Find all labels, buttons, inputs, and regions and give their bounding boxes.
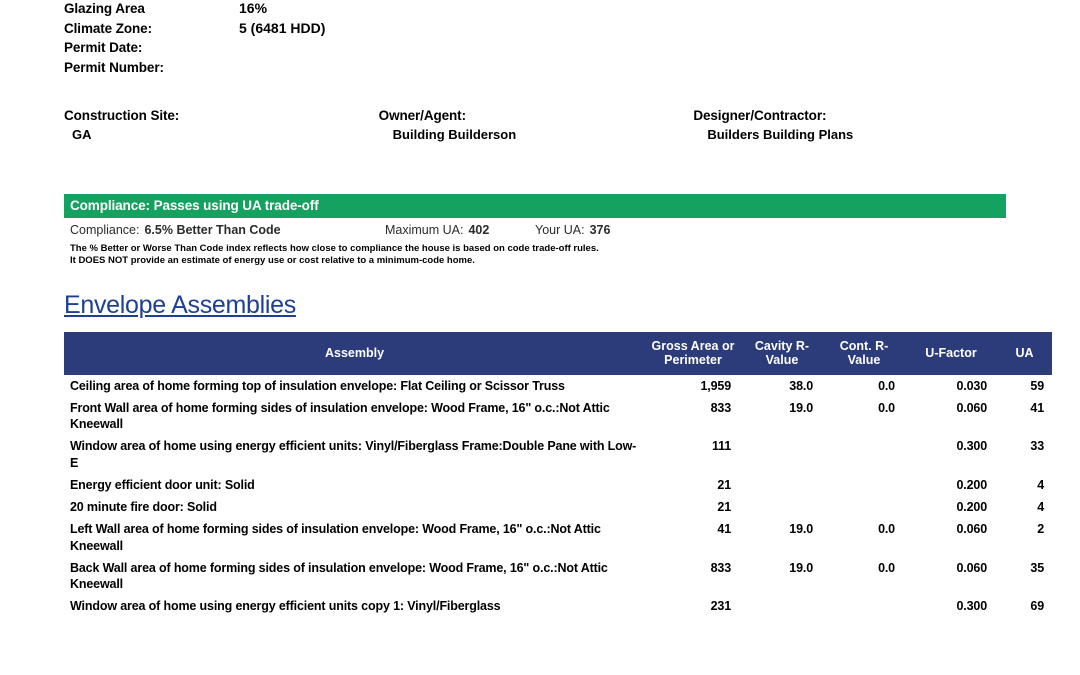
cell-ua: 35 <box>1030 560 1044 575</box>
cell-assembly: Left Wall area of home forming sides of insulation envelope: Wood Frame, 16" o.c.:Not Attic Kneewall <box>70 522 601 553</box>
party-construction-site <box>64 108 379 142</box>
compliance-note-line-2: It DOES NOT provide an estimate of energy use or cost relative to a minimum-code home. <box>70 254 475 266</box>
cell-ua: 59 <box>1030 378 1044 393</box>
compliance-result <box>70 223 385 237</box>
maximum-ua-label: Maximum UA: <box>385 223 464 237</box>
cell-assembly: Front Wall area of home forming sides of insulation envelope: Wood Frame, 16" o.c.:Not Attic Kneewall <box>70 400 610 431</box>
cell-cavity-rvalue: 19.0 <box>789 560 813 575</box>
party-designer-contractor <box>693 108 1008 142</box>
table-row <box>64 496 1052 518</box>
cell-ufactor: 0.300 <box>956 439 987 454</box>
cell-ua: 69 <box>1030 599 1044 614</box>
cell-cont-rvalue <box>823 435 905 474</box>
cell-ufactor: 0.300 <box>956 599 987 614</box>
cell-assembly: Window area of home using energy efficient units: Vinyl/Fiberglass Frame:Double Pane with Low-E <box>70 439 637 470</box>
your-ua-value: 376 <box>589 223 611 237</box>
party-value: Builders Building Plans <box>707 127 854 142</box>
party-value: GA <box>72 127 92 142</box>
cell-ua: 41 <box>1030 400 1044 415</box>
summary-label: Glazing Area <box>64 1 145 16</box>
party-title: Construction Site: <box>64 108 180 123</box>
cell-cavity-rvalue: 19.0 <box>789 522 813 537</box>
summary-value: 16% <box>239 0 268 16</box>
cell-gross-area: 21 <box>717 500 731 514</box>
table-row <box>64 375 1052 397</box>
column-header-assembly: Assembly <box>64 332 645 375</box>
cell-gross-area: 833 <box>710 560 731 575</box>
cell-ua: 4 <box>1037 500 1044 514</box>
cell-assembly: Energy efficient door unit: Solid <box>70 477 255 492</box>
cell-cavity-rvalue <box>741 595 823 617</box>
cell-ufactor: 0.030 <box>956 378 987 393</box>
table-row <box>64 595 1052 617</box>
cell-gross-area: 1,959 <box>700 378 731 393</box>
party-owner-agent <box>379 108 694 142</box>
table-row <box>64 518 1052 557</box>
summary-row <box>64 60 1008 80</box>
cell-cavity-rvalue: 38.0 <box>789 378 813 393</box>
cell-gross-area: 231 <box>710 599 731 614</box>
compliance-banner: Compliance: Passes using UA trade-off <box>64 194 1006 218</box>
cell-cavity-rvalue <box>741 496 823 518</box>
cell-ufactor: 0.060 <box>956 400 987 415</box>
cell-cont-rvalue <box>823 496 905 518</box>
cell-ua: 33 <box>1030 439 1044 454</box>
compliance-note-line-1: The % Better or Worse Than Code index reflects how close to compliance the house is based on code trade-off rules. <box>70 243 599 254</box>
envelope-assemblies-table <box>64 332 1052 618</box>
project-summary <box>64 0 1008 80</box>
maximum-ua <box>385 223 535 237</box>
cell-cont-rvalue: 0.0 <box>878 378 895 393</box>
cell-ua: 4 <box>1037 477 1044 492</box>
cell-gross-area: 833 <box>710 400 731 415</box>
cell-cont-rvalue: 0.0 <box>878 522 895 537</box>
your-ua-label: Your UA: <box>535 223 585 237</box>
compliance-result-value: 6.5% Better Than Code <box>144 223 281 237</box>
party-title: Designer/Contractor: <box>693 108 827 123</box>
cell-cont-rvalue: 0.0 <box>878 560 895 575</box>
cell-assembly: Ceiling area of home forming top of insulation envelope: Flat Ceiling or Scissor Truss <box>70 378 565 393</box>
summary-label: Permit Date: <box>64 40 143 55</box>
party-title: Owner/Agent: <box>378 108 466 123</box>
cell-ua: 2 <box>1037 522 1044 537</box>
maximum-ua-value: 402 <box>468 223 490 237</box>
column-header-ua: UA <box>997 332 1052 375</box>
cell-ufactor: 0.200 <box>956 477 987 492</box>
summary-row <box>64 20 1008 40</box>
summary-label: Permit Number: <box>64 60 164 75</box>
cell-gross-area: 21 <box>717 477 731 492</box>
summary-label: Climate Zone: <box>64 21 152 36</box>
table-row <box>64 435 1052 474</box>
cell-ufactor: 0.060 <box>956 560 987 575</box>
table-row <box>64 557 1052 596</box>
cell-ufactor: 0.060 <box>956 522 987 537</box>
cell-assembly: Window area of home using energy efficient units copy 1: Vinyl/Fiberglass <box>70 599 501 614</box>
envelope-assemblies-heading: Envelope Assemblies <box>64 290 296 319</box>
cell-cont-rvalue <box>823 595 905 617</box>
your-ua <box>535 223 610 237</box>
cell-gross-area: 41 <box>717 522 731 537</box>
column-header-gross-area: Gross Area or Perimeter <box>645 332 741 375</box>
party-value: Building Builderson <box>392 127 517 142</box>
summary-row <box>64 0 1008 20</box>
parties-block <box>64 108 1008 142</box>
table-header-row <box>64 332 1052 375</box>
summary-row <box>64 40 1008 60</box>
summary-value: 5 (6481 HDD) <box>239 20 326 36</box>
cell-cont-rvalue <box>823 474 905 496</box>
compliance-note <box>64 243 1006 267</box>
compliance-summary-line <box>64 218 1006 237</box>
cell-ufactor: 0.200 <box>956 500 987 514</box>
cell-cavity-rvalue: 19.0 <box>789 400 813 415</box>
cell-cont-rvalue: 0.0 <box>878 400 895 415</box>
compliance-section <box>64 194 1006 267</box>
cell-assembly: Back Wall area of home forming sides of insulation envelope: Wood Frame, 16" o.c.:Not Attic Kneewall <box>70 560 608 591</box>
table-row <box>64 474 1052 496</box>
column-header-cavity-rvalue: Cavity R-Value <box>741 332 823 375</box>
cell-cavity-rvalue <box>741 474 823 496</box>
cell-gross-area: 111 <box>711 439 731 454</box>
column-header-cont-rvalue: Cont. R-Value <box>823 332 905 375</box>
table-row <box>64 397 1052 436</box>
cell-assembly: 20 minute fire door: Solid <box>70 500 217 514</box>
document-content <box>64 0 1044 618</box>
column-header-ufactor: U-Factor <box>905 332 997 375</box>
compliance-result-label: Compliance: <box>70 223 140 237</box>
cell-cavity-rvalue <box>741 435 823 474</box>
